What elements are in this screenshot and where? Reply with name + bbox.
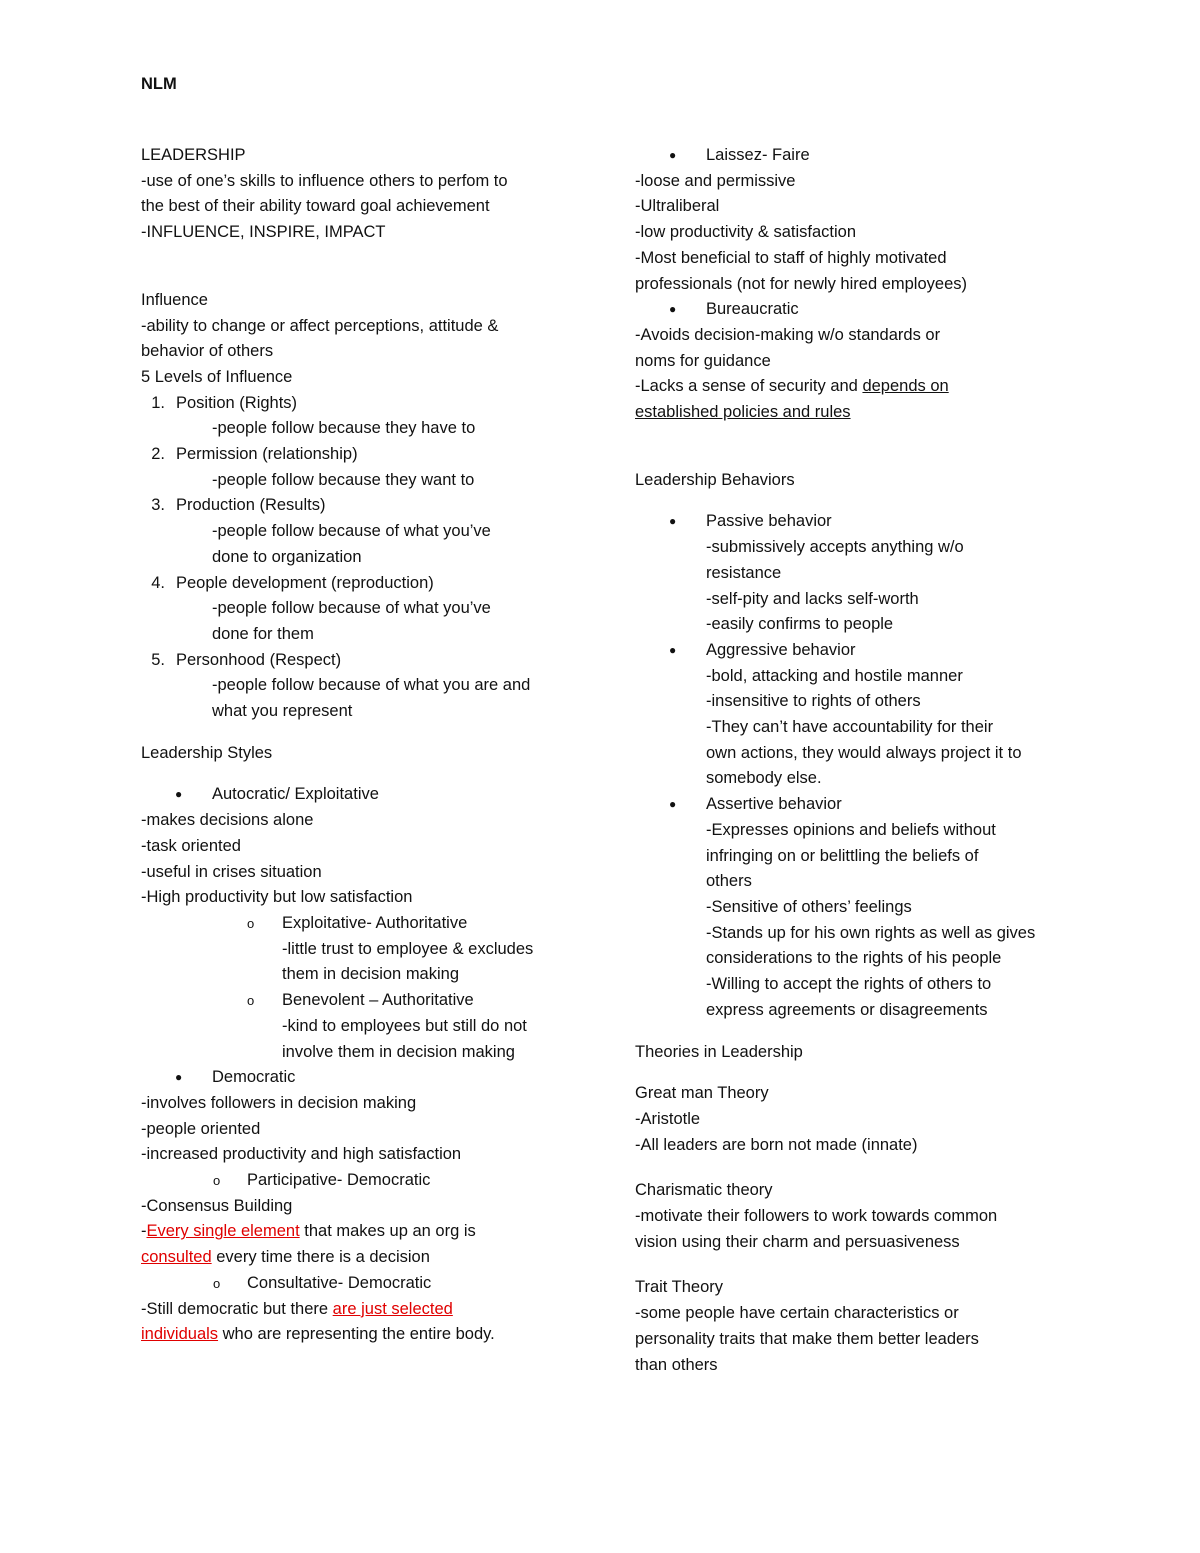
level-title: Permission (relationship): [176, 445, 358, 464]
highlight-text: consulted: [141, 1248, 212, 1267]
level-item: [141, 493, 601, 519]
behavior-desc: -Expresses opinions and beliefs without: [706, 820, 996, 839]
style-item-democratic: ● Democratic: [141, 1065, 601, 1091]
behavior-desc: -Sensitive of others’ feelings: [706, 897, 912, 916]
level-desc: done to organization: [212, 547, 362, 566]
right-column: [635, 143, 1105, 1378]
level-desc: -people follow because of what you’ve: [212, 522, 491, 541]
circle-bullet-icon: o: [213, 1275, 221, 1291]
substyle-desc: them in decision making: [282, 965, 460, 984]
style-desc-highlight: individuals who are representing the entire body.: [141, 1325, 495, 1344]
substyle-item: o Consultative- Democratic: [141, 1271, 601, 1297]
behavior-desc: -insensitive to rights of others: [706, 692, 921, 711]
level-number: 2.: [151, 445, 165, 464]
style-desc: -loose and permissive: [635, 171, 796, 190]
style-desc: -useful in crises situation: [141, 862, 322, 881]
theory-title: Great man Theory: [635, 1084, 769, 1103]
style-desc: -increased productivity and high satisfaction: [141, 1145, 462, 1164]
behavior-desc: express agreements or disagreements: [706, 1000, 988, 1019]
level-number: 1.: [151, 393, 165, 412]
style-desc-highlight: -Every single element that makes up an org is: [141, 1222, 476, 1241]
theory-desc: -motivate their followers to work towards common: [635, 1207, 998, 1226]
theory-desc: -some people have certain characteristics or: [635, 1304, 959, 1323]
substyle-desc: -kind to employees but still do not: [282, 1016, 527, 1035]
behavior-desc: -Stands up for his own rights as well as gives: [706, 923, 1036, 942]
behavior-desc: -Willing to accept the rights of others to: [706, 975, 992, 994]
bullet-icon: ●: [175, 787, 183, 802]
bullet-icon: ●: [669, 514, 677, 529]
theory-desc: than others: [635, 1355, 718, 1374]
level-desc: -people follow because they want to: [212, 470, 475, 489]
substyle-desc: involve them in decision making: [282, 1042, 515, 1061]
theory-desc: -All leaders are born not made (innate): [635, 1135, 918, 1154]
substyle-item: o Benevolent – Authoritative: [141, 988, 601, 1014]
theory-title: Trait Theory: [635, 1278, 724, 1297]
highlight-text: are just selected: [332, 1299, 453, 1318]
behavior-desc: -submissively accepts anything w/o: [706, 538, 964, 557]
level-title: People development (reproduction): [176, 573, 434, 592]
style-desc: -Avoids decision-making w/o standards or: [635, 325, 941, 344]
level-desc: what you represent: [212, 702, 353, 721]
level-number: 4.: [151, 573, 165, 592]
level-item: [141, 648, 601, 674]
circle-bullet-icon: o: [247, 993, 255, 1009]
style-desc: -Most beneficial to staff of highly motivated: [635, 248, 947, 267]
underlined-text: established policies and rules: [635, 403, 851, 422]
bullet-icon: ●: [669, 642, 677, 657]
behavior-desc: somebody else.: [706, 769, 822, 788]
style-desc-underlined: [635, 400, 1105, 426]
behavior-desc: -bold, attacking and hostile manner: [706, 666, 963, 685]
level-desc: done for them: [212, 624, 314, 643]
styles-title: Leadership Styles: [141, 743, 273, 762]
level-item: [141, 571, 601, 597]
theory-desc: -Aristotle: [635, 1109, 701, 1128]
style-desc: -people oriented: [141, 1119, 261, 1138]
underlined-text: depends on: [862, 377, 949, 396]
level-desc: -people follow because of what you’ve: [212, 599, 491, 618]
theory-desc: personality traits that make them better leaders: [635, 1329, 979, 1348]
behavior-item: ● Assertive behavior: [635, 792, 1105, 818]
behavior-desc: own actions, they would always project it to: [706, 743, 1022, 762]
style-desc: -low productivity & satisfaction: [635, 223, 857, 242]
behavior-desc: others: [706, 872, 752, 891]
theory-desc: vision using their charm and persuasiveness: [635, 1232, 960, 1251]
highlight-text: individuals: [141, 1325, 219, 1344]
style-desc: -makes decisions alone: [141, 811, 314, 830]
theory-title: Charismatic theory: [635, 1181, 773, 1200]
level-number: 3.: [151, 496, 165, 515]
style-desc-highlight: consulted every time there is a decision: [141, 1248, 430, 1267]
theories-title: Theories in Leadership: [635, 1042, 803, 1061]
substyle-desc: -little trust to employee & excludes: [282, 939, 534, 958]
style-desc: -Consensus Building: [141, 1196, 293, 1215]
substyle-item: o Exploitative- Authoritative: [141, 911, 601, 937]
behavior-desc: -self-pity and lacks self-worth: [706, 589, 919, 608]
style-desc: -Ultraliberal: [635, 197, 720, 216]
behaviors-title: Leadership Behaviors: [635, 470, 795, 489]
leadership-definition-line: the best of their ability toward goal achievement: [141, 197, 490, 216]
influence-definition-line: -ability to change or affect perceptions, attitude &: [141, 316, 499, 335]
influence-title: Influence: [141, 290, 208, 309]
leadership-keywords: -INFLUENCE, INSPIRE, IMPACT: [141, 223, 386, 242]
style-desc: -task oriented: [141, 836, 241, 855]
behavior-desc: resistance: [706, 563, 782, 582]
behavior-desc: -easily confirms to people: [706, 615, 894, 634]
highlight-text: Every single element: [146, 1222, 300, 1241]
style-desc: noms for guidance: [635, 351, 771, 370]
bullet-icon: ●: [669, 302, 677, 317]
style-desc-underlined: -Lacks a sense of security and depends on: [635, 377, 949, 396]
levels-title: 5 Levels of Influence: [141, 367, 293, 386]
level-title: Personhood (Respect): [176, 650, 342, 669]
behavior-item: ● Aggressive behavior: [635, 638, 1105, 664]
level-item: [141, 442, 601, 468]
left-column: [141, 143, 601, 1348]
leadership-title: LEADERSHIP: [141, 146, 246, 164]
level-number: 5.: [151, 650, 165, 669]
level-desc: -people follow because of what you are and: [212, 676, 531, 695]
style-desc-highlight: -Still democratic but there are just selected: [141, 1299, 453, 1318]
level-title: Production (Results): [176, 496, 326, 515]
style-item-autocratic: ● Autocratic/ Exploitative: [141, 782, 601, 808]
behavior-item: ● Passive behavior: [635, 509, 1105, 535]
level-desc: -people follow because they have to: [212, 419, 476, 438]
circle-bullet-icon: o: [213, 1173, 221, 1189]
circle-bullet-icon: o: [247, 915, 255, 931]
bullet-icon: ●: [669, 797, 677, 812]
style-item-laissez-faire: ● Laissez- Faire: [635, 143, 1105, 169]
leadership-definition-line: -use of one’s skills to influence others to perfom to: [141, 171, 508, 190]
behavior-desc: considerations to the rights of his people: [706, 949, 1002, 968]
style-desc: -High productivity but low satisfaction: [141, 888, 413, 907]
style-desc: -involves followers in decision making: [141, 1093, 417, 1112]
page-header: NLM: [141, 75, 177, 93]
level-item: [141, 391, 601, 417]
style-desc: professionals (not for newly hired employees): [635, 274, 967, 293]
influence-definition-line: behavior of others: [141, 342, 274, 361]
behavior-desc: infringing on or belittling the beliefs of: [706, 846, 979, 865]
style-item-bureaucratic: ● Bureaucratic: [635, 297, 1105, 323]
level-title: Position (Rights): [176, 393, 298, 412]
bullet-icon: ●: [669, 148, 677, 162]
behavior-desc: -They can’t have accountability for their: [706, 718, 994, 737]
bullet-icon: ●: [175, 1070, 183, 1085]
substyle-item: o Participative- Democratic: [141, 1168, 601, 1194]
